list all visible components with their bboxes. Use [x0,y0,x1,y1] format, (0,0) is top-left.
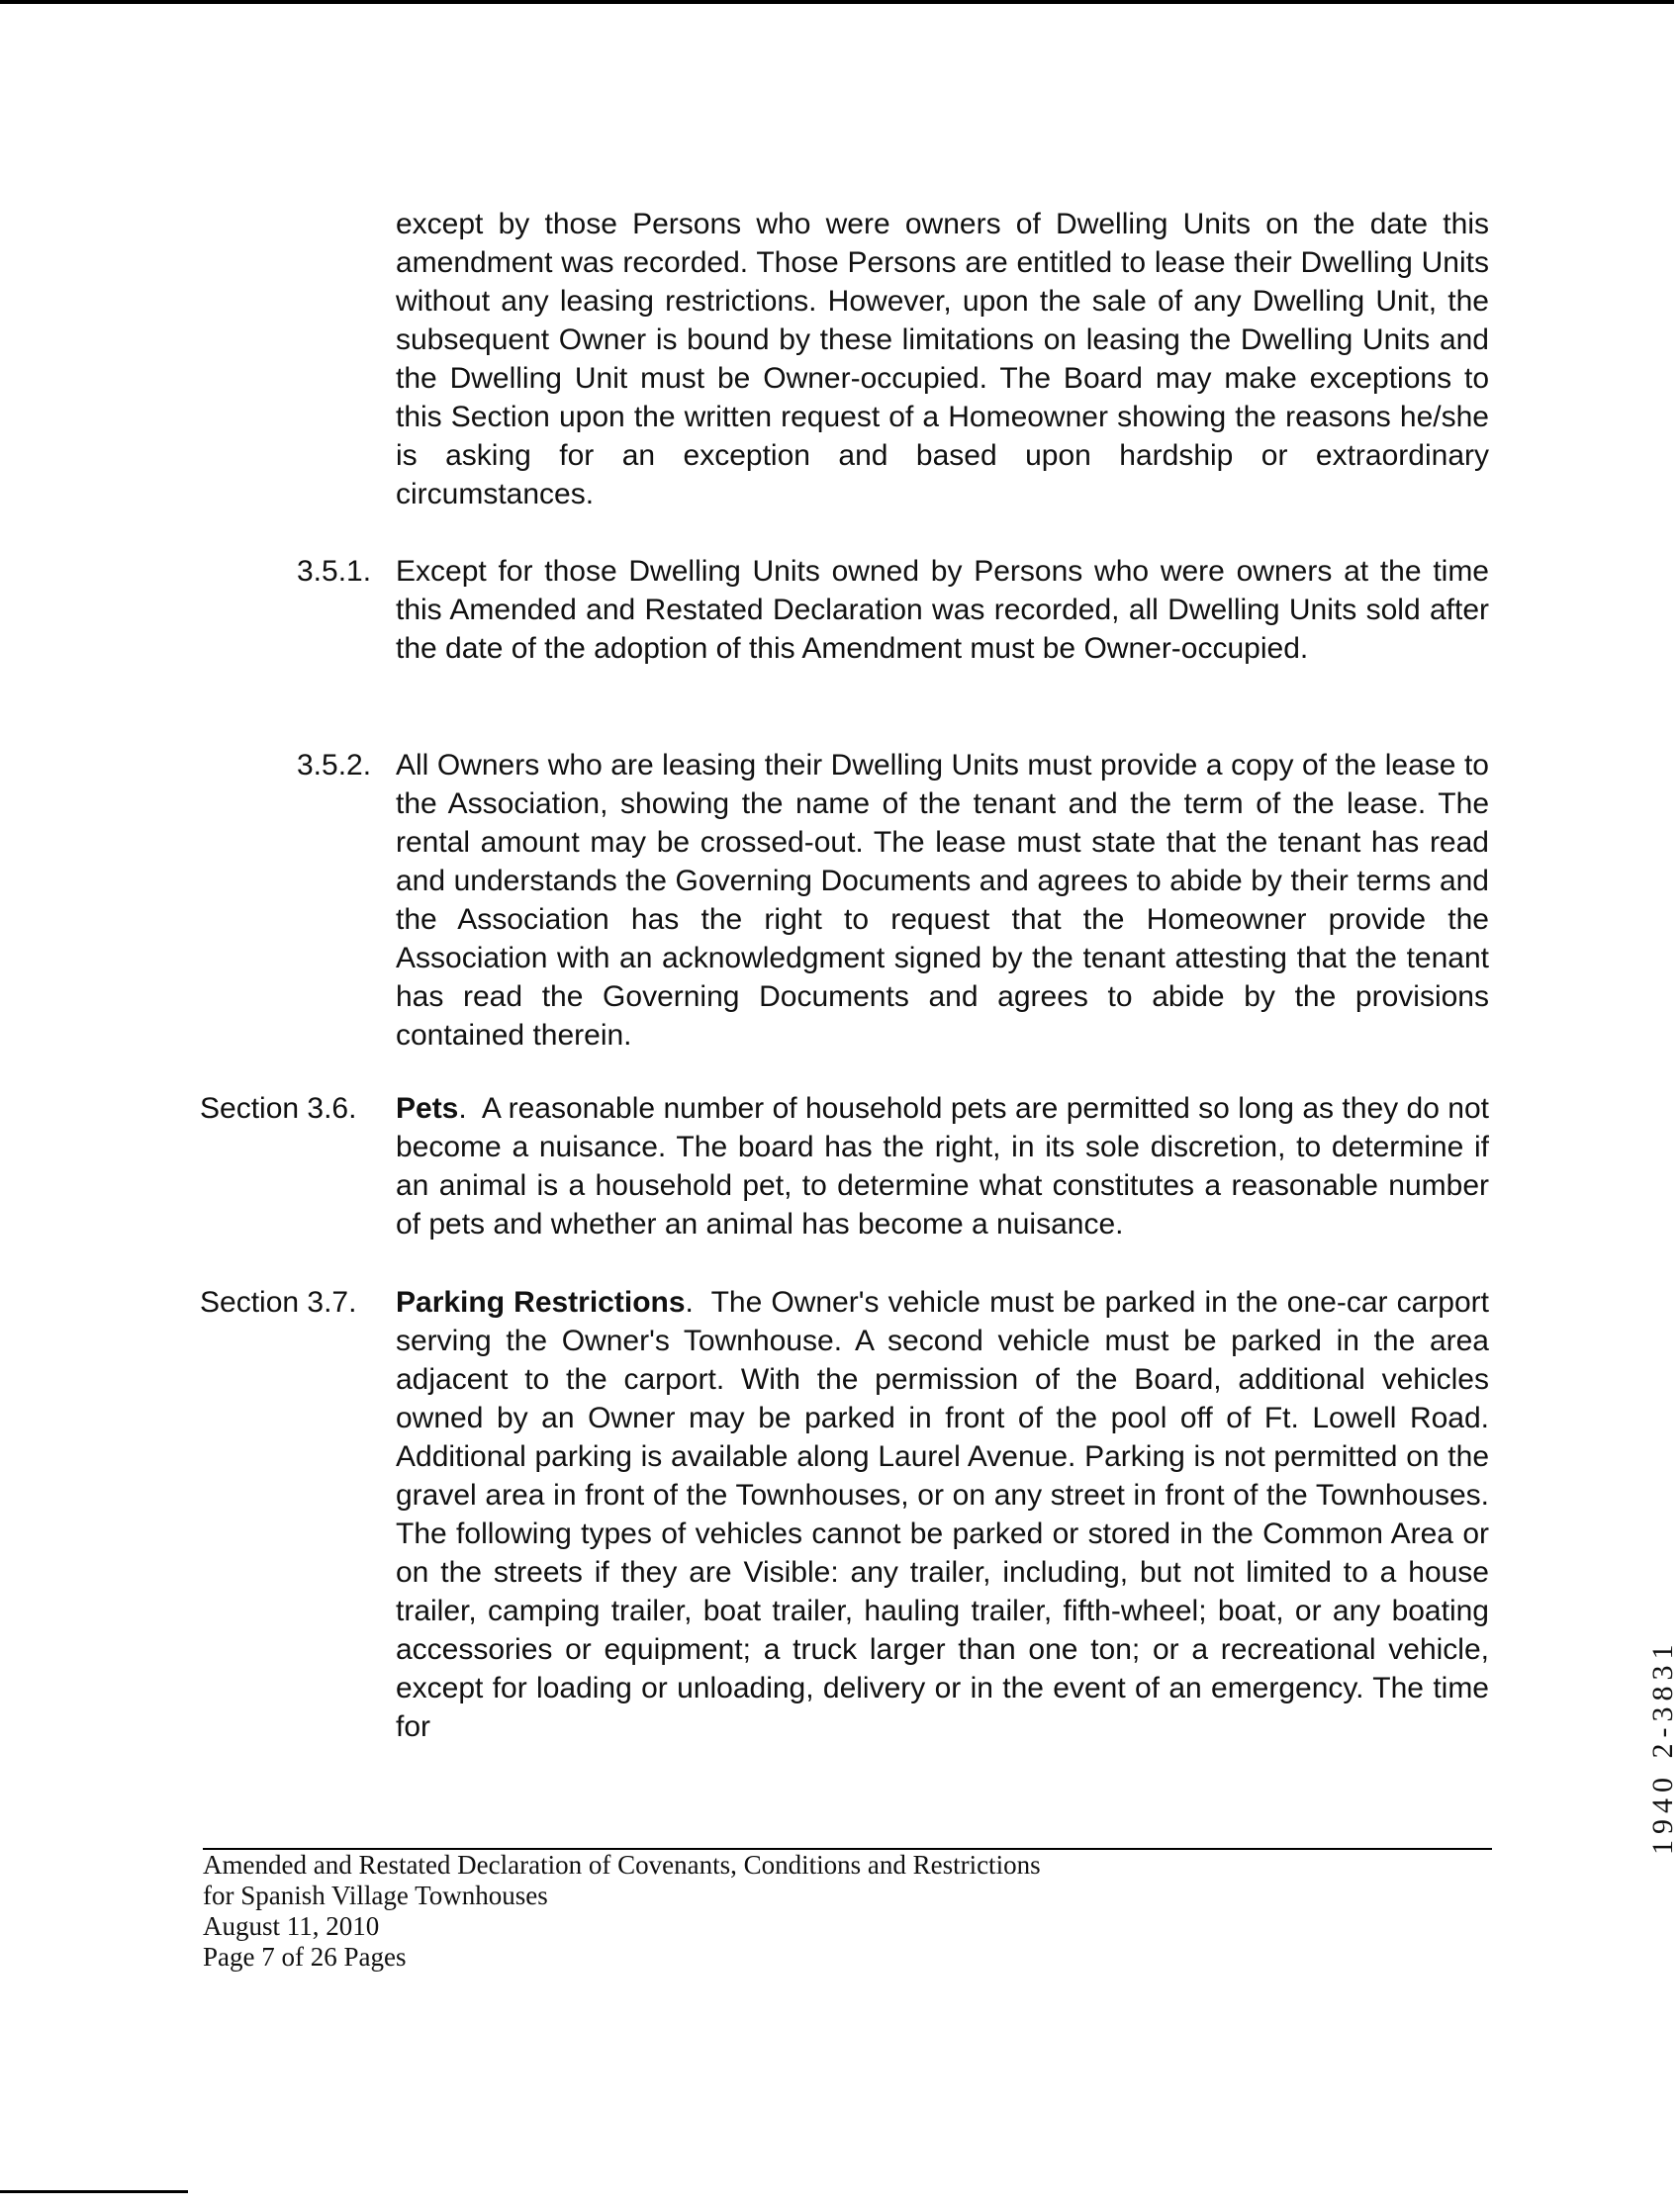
section-3-7-paragraph: Parking Restrictions. The Owner's vehicle must be parked in the one-car carport serving the Owner's Townhouse. A second vehicle must be parked in the area adjacent to the carport. With the permission of the Board, additional vehicles owned by an Owner may be parked in front of the pool off of Ft. Lowell Road. Additional parking is available along Laurel Avenue. Parking is not permitted on the gravel area in front of the Townhouses, or on any street in front of the Townhouses. The following types of vehicles cannot be parked or stored in the Common Area or on the streets if they are Visible: any trailer, including, but not limited to a house trailer, camping trailer, boat trailer, hauling trailer, fifth-wheel; boat, or any boating accessories or equipment; a truck larger than one ton; or a recreational vehicle, except for loading or unloading, delivery or in the event of an emergency. The time for [396,1286,1489,1743]
section-3-6-number: Section 3.6. [200,1092,357,1125]
top-border-line [0,0,1674,4]
footer-date: August 11, 2010 [203,1911,380,1941]
section-3-7-heading: Parking Restrictions [396,1286,686,1319]
footer-community-name: for Spanish Village Townhouses [203,1881,548,1910]
footer-document-title: Amended and Restated Declaration of Covenants, Conditions and Restrictions [203,1850,1041,1880]
bottom-edge-mark [0,2190,188,2193]
section-3-6-text: A reasonable number of household pets are permitted so long as they do not become a nuisance. The board has the right, in its sole discretion, to determine if an animal is a household pet, to determine what constitutes a reasonable number of pets and whether an animal has become a nuisance. [396,1092,1489,1241]
subsection-3-5-2-text: All Owners who are leasing their Dwelling Units must provide a copy of the lease to the Association, showing the name of the tenant and the term of the lease. The rental amount may be crossed-out. The lease must state that the tenant has read and understands the Governing Documents and agrees to abide by their terms and the Association has the right to request that the Homeowner provide the Association with an acknowledgment signed by the tenant attesting that the tenant has read the Governing Documents and agrees to abide by the provisions contained therein. [396,749,1489,1052]
section-3-7-text: The Owner's vehicle must be parked in the one-car carport serving the Owner's Townhouse. A second vehicle must be parked in the area adjacent to the carport. With the permission of the Board, additional vehicles owned by an Owner may be parked in front of the pool off of Ft. Lowell Road. Additional parking is available along Laurel Avenue. Parking is not permitted on the gravel area in front of the Townhouses, or on any street in front of the Townhouses. The following types of vehicles cannot be parked or stored in the Common Area or on the streets if they are Visible: any trailer, including, but not limited to a house trailer, camping trailer, boat trailer, hauling trailer, fifth-wheel; boat, or any boating accessories or equipment; a truck larger than one ton; or a recreational vehicle, except for loading or unloading, delivery or in the event of an emergency. The time for [396,1286,1489,1743]
recording-number [1603,1588,1679,1865]
section-3-6-paragraph: Pets. A reasonable number of household pets are permitted so long as they do not become a nuisance. The board has the right, in its sole discretion, to determine if an animal is a household pet, to determine what constitutes a reasonable number of pets and whether an animal has become a nuisance. [396,1092,1489,1241]
recording-number-text: 1940 2-3831 [1646,1638,1679,1855]
page-footer [203,1850,1041,1973]
subsection-3-5-2-number: 3.5.2. [297,749,372,782]
section-3-7-number: Section 3.7. [200,1286,357,1319]
section-3-6-heading: Pets [396,1092,459,1125]
subsection-3-5-1-number: 3.5.1. [297,555,372,588]
subsection-3-5-1-text: Except for those Dwelling Units owned by Persons who were owners at the time this Amended and Restated Declaration was recorded, all Dwelling Units sold after the date of the adoption of this Amendment must be Owner-occupied. [396,555,1489,665]
footer-page-number: Page 7 of 26 Pages [203,1942,407,1972]
continuation-paragraph: except by those Persons who were owners of Dwelling Units on the date this amendment was recorded. Those Persons are entitled to lease their Dwelling Units without any leasing restrictions. However, upon the sale of any Dwelling Unit, the subsequent Owner is bound by these limitations on leasing the Dwelling Units and the Dwelling Unit must be Owner-occupied. The Board may make exceptions to this Section upon the written request of a Homeowner showing the reasons he/she is asking for an exception and based upon hardship or extraordinary circumstances. [396,208,1489,510]
